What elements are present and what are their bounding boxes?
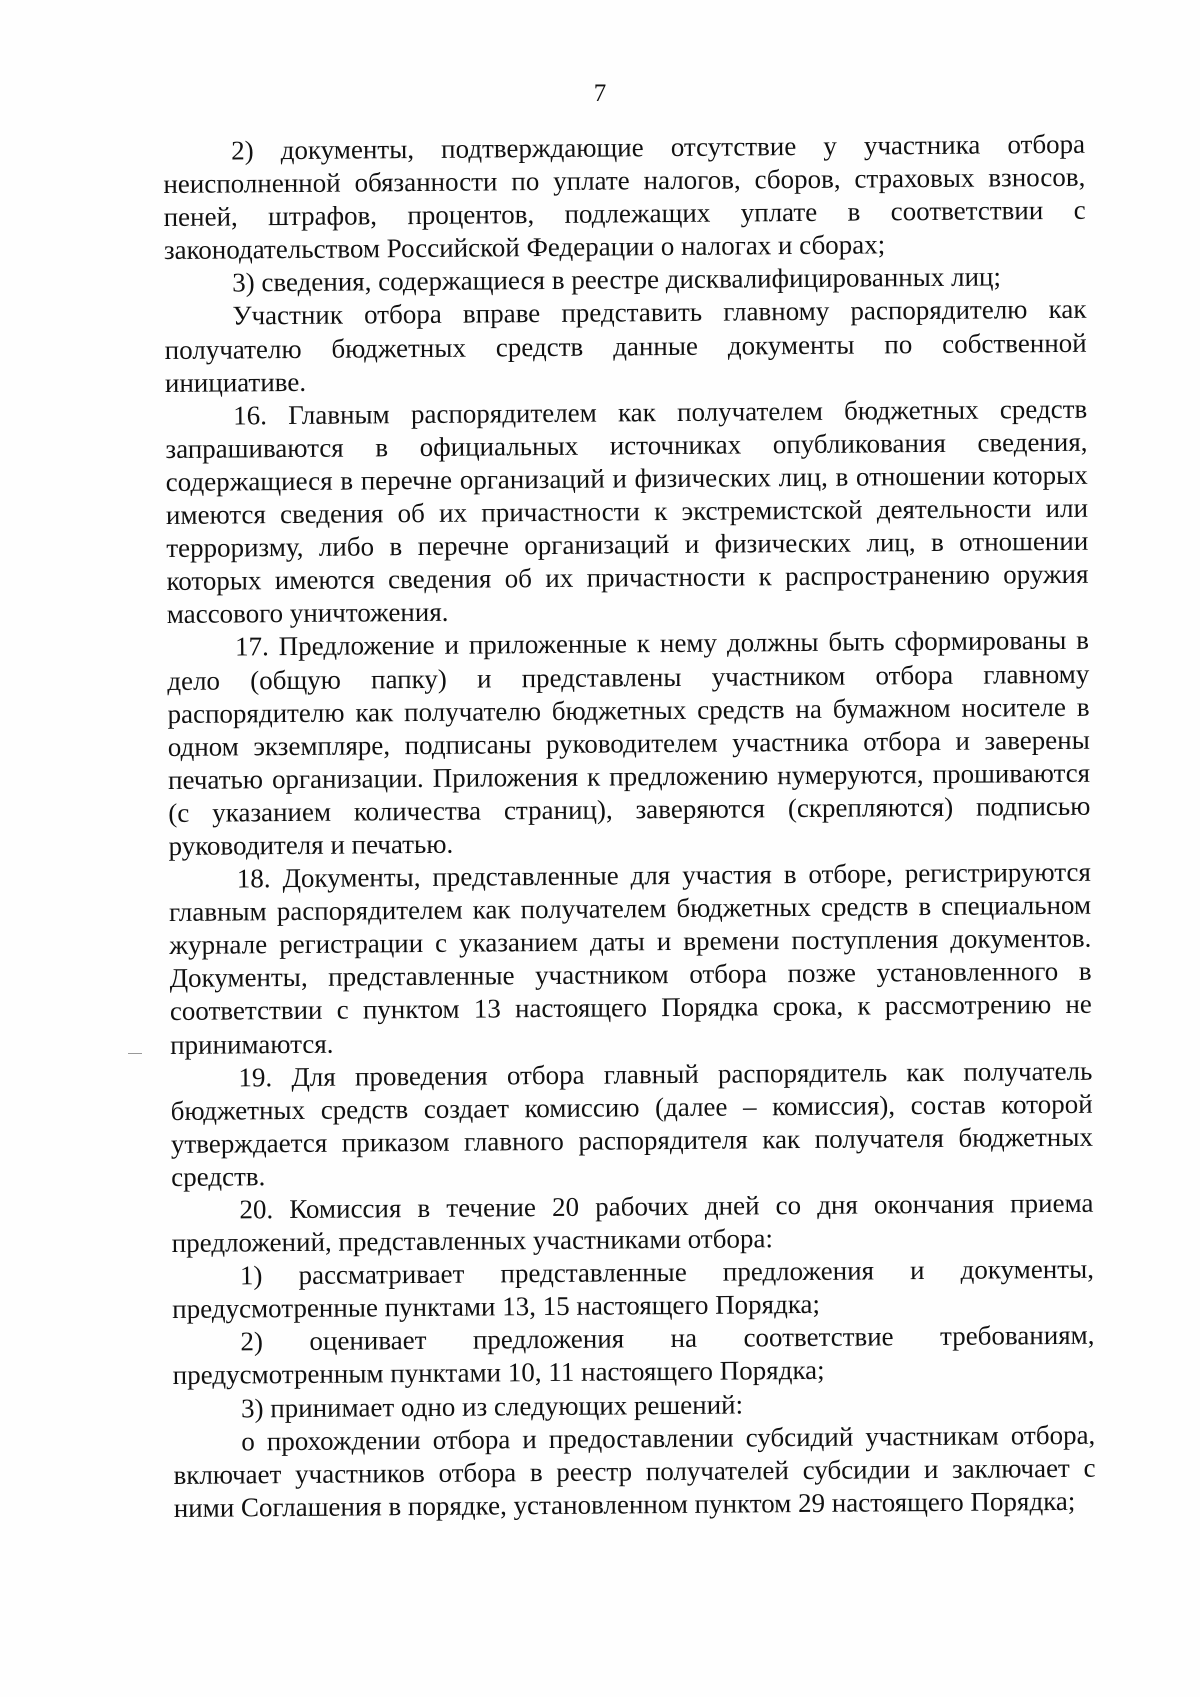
- paragraph-item-3-registry: 3) сведения, содержащиеся в реестре дисквалифицированных лиц;: [232, 261, 1002, 298]
- body-text: [163, 128, 1096, 1525]
- paragraph-clause-16: 16. Главным распорядителем как получателем бюджетных средств запрашиваются в официальных источниках опубликования сведения, содержащиеся в перечне организаций и физических лиц, в отношении которых имеются сведения об их причастности к экстремистской деятельности или терроризму, либо в перечне организаций и физических лиц, в отношении которых имеются сведения об их причастности к распространению оружия массового уничтожения.: [165, 393, 1089, 630]
- paragraph-clause-17: 17. Предложение и приложенные к нему должны быть сформированы в дело (общую папку) и представлены участником отбора главному распорядителю как получателю бюджетных средств на бумажном носителе в одном экземпляре, подписаны руководителем участника отбора и заверены печатью организации. Приложения к предложению нумеруются, прошиваются (с указанием количества страниц), заверяются (скрепляются) подписью руководителя и печатью.: [167, 625, 1091, 861]
- paragraph-clause-20: 20. Комиссия в течение 20 рабочих дней со дня окончания приема предложений, представленных участниками отбора:: [171, 1187, 1094, 1259]
- page-number: 7: [593, 80, 607, 107]
- paragraph-clause-18: 18. Документы, представленные для участия в отборе, регистрируются главным распорядителем как получателем бюджетных средств в специальном журнале регистрации с указанием даты и времени поступления документов. Документы, представленные участником отбора позже установленного в соответствии с пунктом 13 настоящего Порядка срока, к рассмотрению не принимаются.: [168, 856, 1092, 1060]
- paragraph-clause-20-item-3: 3) принимает одно из следующих решений:: [240, 1389, 744, 1423]
- paragraph-clause-20-item-1: 1) рассматривает представленные предложения и документы, предусмотренные пунктами 13, 15 настоящего Порядка;: [172, 1253, 1095, 1325]
- paragraph-clause-19: 19. Для проведения отбора главный распорядитель как получатель бюджетных средств создает комиссию (далее – комиссия), состав которой утверждается приказом главного распорядителя как получателя бюджетных средств.: [170, 1055, 1094, 1192]
- paragraph-item-2-documents: 2) документы, подтверждающие отсутствие у участника отбора неисполненной обязанности по уплате налогов, сборов, страховых взносов, пеней, штрафов, процентов, подлежащих уплате в соответствии с законодательством Российской Федерации о налогах и сборах;: [163, 128, 1086, 266]
- paragraph-own-initiative: Участник отбора вправе представить главному распорядителю как получателю бюджетных средств данные документы по собственной инициативе.: [164, 294, 1087, 398]
- margin-mark: [128, 1053, 142, 1054]
- paragraph-decision-pass: о прохождении отбора и предоставлении субсидий участникам отбора, включает участников отбора в реестр получателей субсидии и заключает с ними Соглашения в порядке, установленном пунктом 29 настоящего Порядка;: [173, 1419, 1096, 1523]
- paragraph-clause-20-item-2: 2) оценивает предложения на соответствие требованиям, предусмотренным пунктами 10, 11 настоящего Порядка;: [172, 1320, 1095, 1391]
